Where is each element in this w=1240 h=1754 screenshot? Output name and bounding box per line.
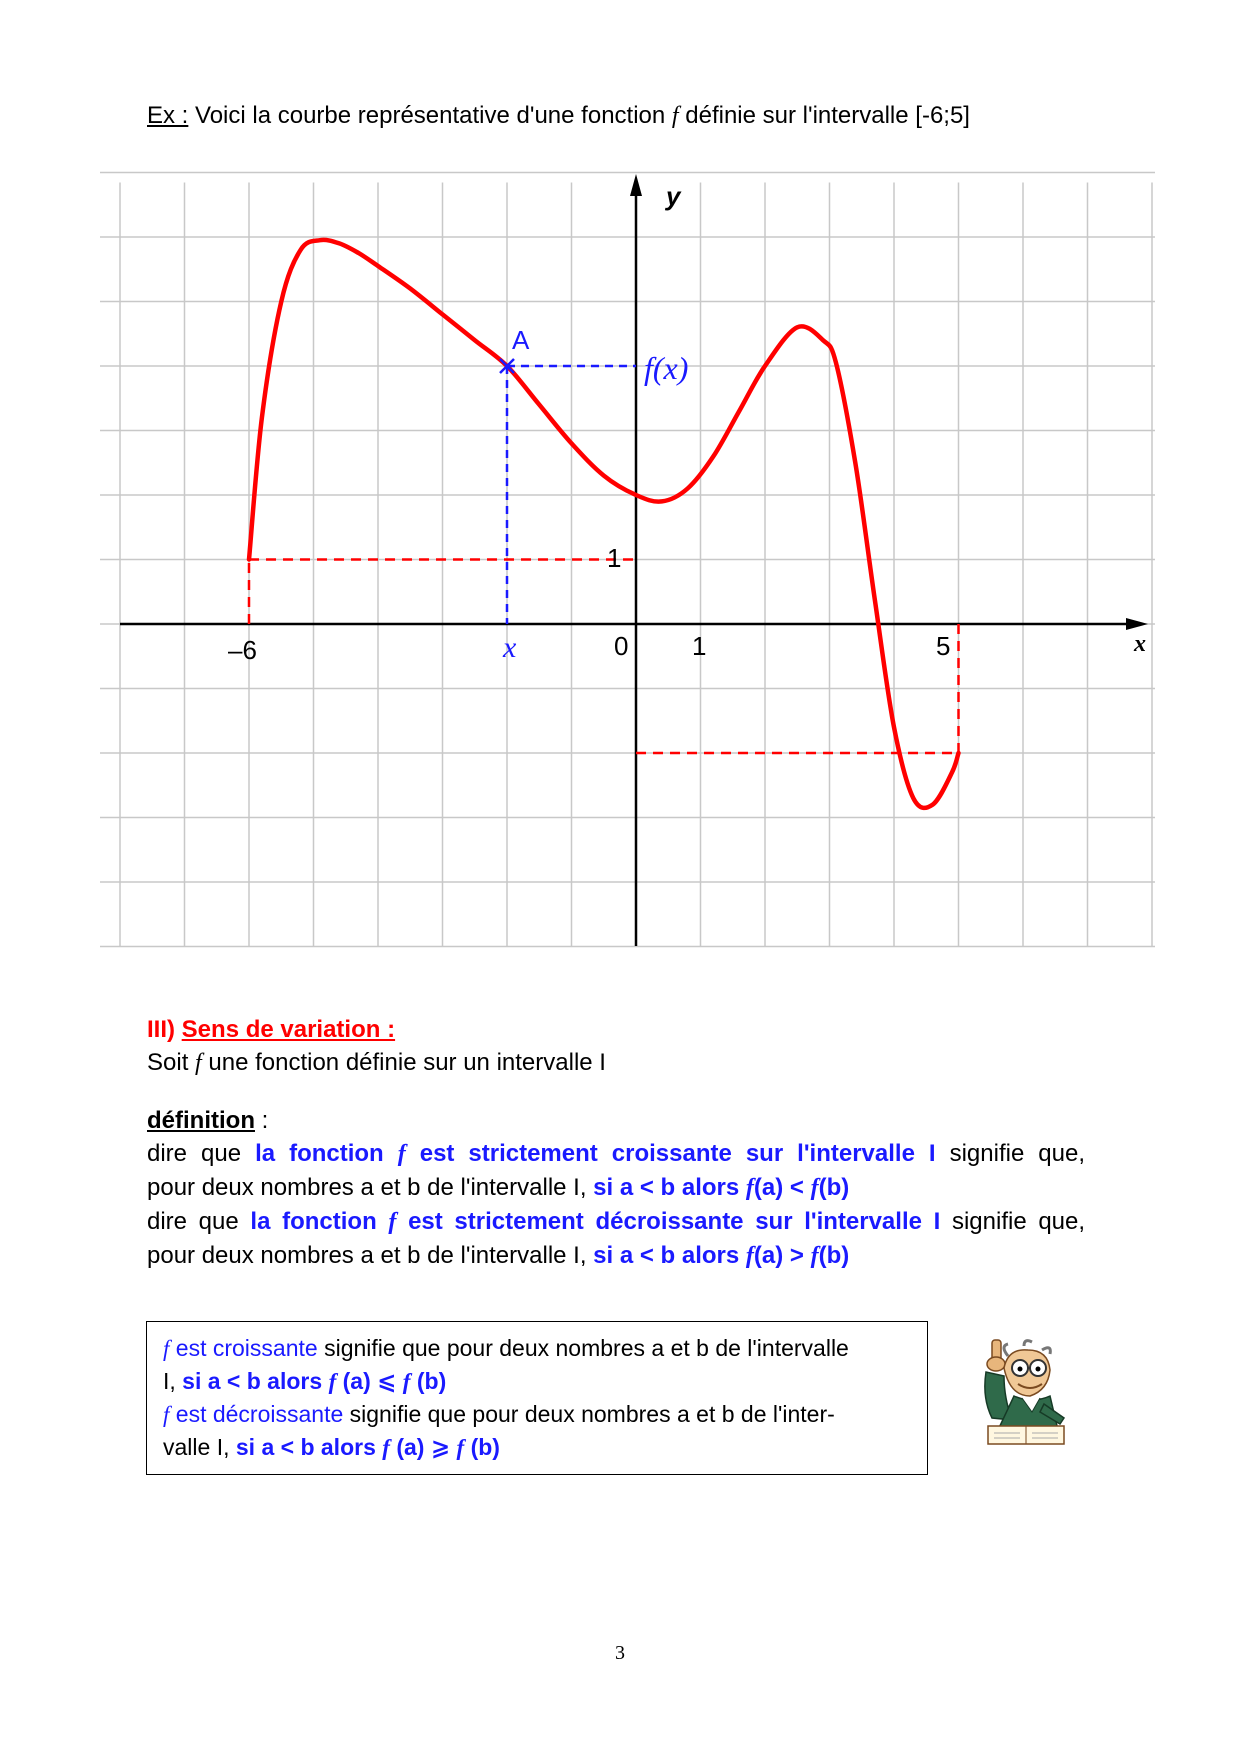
- def-dire: dire que: [147, 1208, 239, 1235]
- tick-label-one-x: 1: [692, 631, 707, 661]
- function-symbol: f: [810, 1175, 819, 1201]
- function-symbol: f: [163, 1402, 170, 1427]
- def-pre: pour deux nombres a et b de l'intervalle I,: [147, 1242, 587, 1269]
- function-symbol: f: [745, 1175, 754, 1201]
- section-intro-text-2: une fonction définie sur un intervalle I: [208, 1049, 606, 1076]
- section-title-text: Sens de variation :: [181, 1016, 396, 1043]
- def-end: signifie que,: [949, 1140, 1086, 1167]
- definition-line-2: [147, 1171, 1085, 1205]
- definition-colon: :: [254, 1107, 269, 1134]
- def-mid: (a) <: [753, 1174, 804, 1201]
- box-croissante: est croissante: [175, 1335, 318, 1361]
- def-pre: pour deux nombres a et b de l'intervalle I,: [147, 1174, 587, 1201]
- def-condition: si a < b alors: [593, 1242, 740, 1269]
- summary-box: [146, 1321, 928, 1475]
- fx-label: f(x): [644, 350, 689, 386]
- y-axis-arrow: [630, 174, 642, 196]
- box-line-3: [163, 1398, 913, 1431]
- function-symbol: f: [328, 1369, 337, 1394]
- box-condition: si a < b alors: [235, 1434, 376, 1460]
- intro-text-2: définie sur l'intervalle [-6;5]: [685, 102, 970, 129]
- intro-text-1: Voici la courbe représentative d'une fonction: [195, 102, 666, 129]
- box-line-2: [163, 1365, 913, 1398]
- function-symbol: f: [397, 1141, 406, 1167]
- def-bold-1: la fonction: [250, 1208, 377, 1235]
- definition-text: [147, 1137, 1085, 1273]
- box-line-4: [163, 1431, 913, 1464]
- page-number: 3: [615, 1642, 625, 1664]
- function-symbol: f: [382, 1435, 390, 1460]
- function-symbol: f: [671, 103, 679, 129]
- def-end: signifie que,: [951, 1208, 1086, 1235]
- box-condition: si a < b alors: [182, 1368, 323, 1394]
- def-post: (b): [818, 1242, 850, 1269]
- definition-line-4: [147, 1239, 1085, 1273]
- definition-label: définition: [147, 1107, 255, 1134]
- def-post: (b): [818, 1174, 850, 1201]
- box-pre: valle I,: [163, 1434, 230, 1460]
- box-croissante-rest: signifie que pour deux nombres a et b de l'intervalle: [324, 1335, 849, 1361]
- tick-label-five: 5: [936, 631, 951, 661]
- function-symbol: f: [402, 1369, 411, 1394]
- professor-illustration: [978, 1338, 1068, 1450]
- def-bold-1: la fonction: [255, 1140, 384, 1167]
- box-post: (b): [416, 1368, 447, 1394]
- function-curve: [249, 240, 959, 808]
- definition-line-1: [147, 1137, 1085, 1171]
- box-line-1: [163, 1332, 913, 1365]
- definition-heading: [147, 1107, 268, 1135]
- section-title: [147, 1016, 395, 1044]
- function-symbol: f: [163, 1336, 170, 1361]
- x-axis-arrow: [1126, 618, 1148, 630]
- section-intro: [147, 1049, 606, 1077]
- section-number: III): [147, 1016, 175, 1043]
- def-bold-2: est strictement croissante sur l'intervalle I: [419, 1140, 936, 1167]
- y-axis-label: y: [666, 181, 681, 211]
- def-condition: si a < b alors: [593, 1174, 740, 1201]
- tick-label-one-y: 1: [607, 543, 622, 573]
- tick-label-x: x: [503, 631, 517, 664]
- function-symbol: f: [388, 1209, 397, 1235]
- guide-lines: [249, 560, 959, 754]
- x-axis-label: x: [1134, 631, 1146, 657]
- ex-label: Ex :: [147, 102, 189, 129]
- function-symbol: f: [745, 1243, 754, 1269]
- box-mid: (a) ⩽: [342, 1368, 397, 1394]
- box-pre: I,: [163, 1368, 176, 1394]
- box-decroissante-rest: signifie que pour deux nombres a et b de l'inter-: [349, 1401, 835, 1427]
- box-mid: (a) ⩾: [396, 1434, 451, 1460]
- tick-label-zero: 0: [614, 631, 629, 661]
- function-symbol: f: [195, 1050, 202, 1076]
- def-mid: (a) >: [753, 1242, 804, 1269]
- function-symbol: f: [456, 1435, 465, 1460]
- definition-line-3: [147, 1205, 1085, 1239]
- function-symbol: f: [810, 1243, 819, 1269]
- box-post: (b): [470, 1434, 500, 1460]
- def-dire: dire que: [147, 1140, 242, 1167]
- box-decroissante: est décroissante: [175, 1401, 344, 1427]
- section-intro-text-1: Soit: [147, 1049, 189, 1076]
- point-a-label: A: [512, 325, 530, 355]
- tick-label-minus-six: –6: [228, 635, 257, 665]
- def-bold-2: est strictement décroissante sur l'intervalle I: [408, 1208, 941, 1235]
